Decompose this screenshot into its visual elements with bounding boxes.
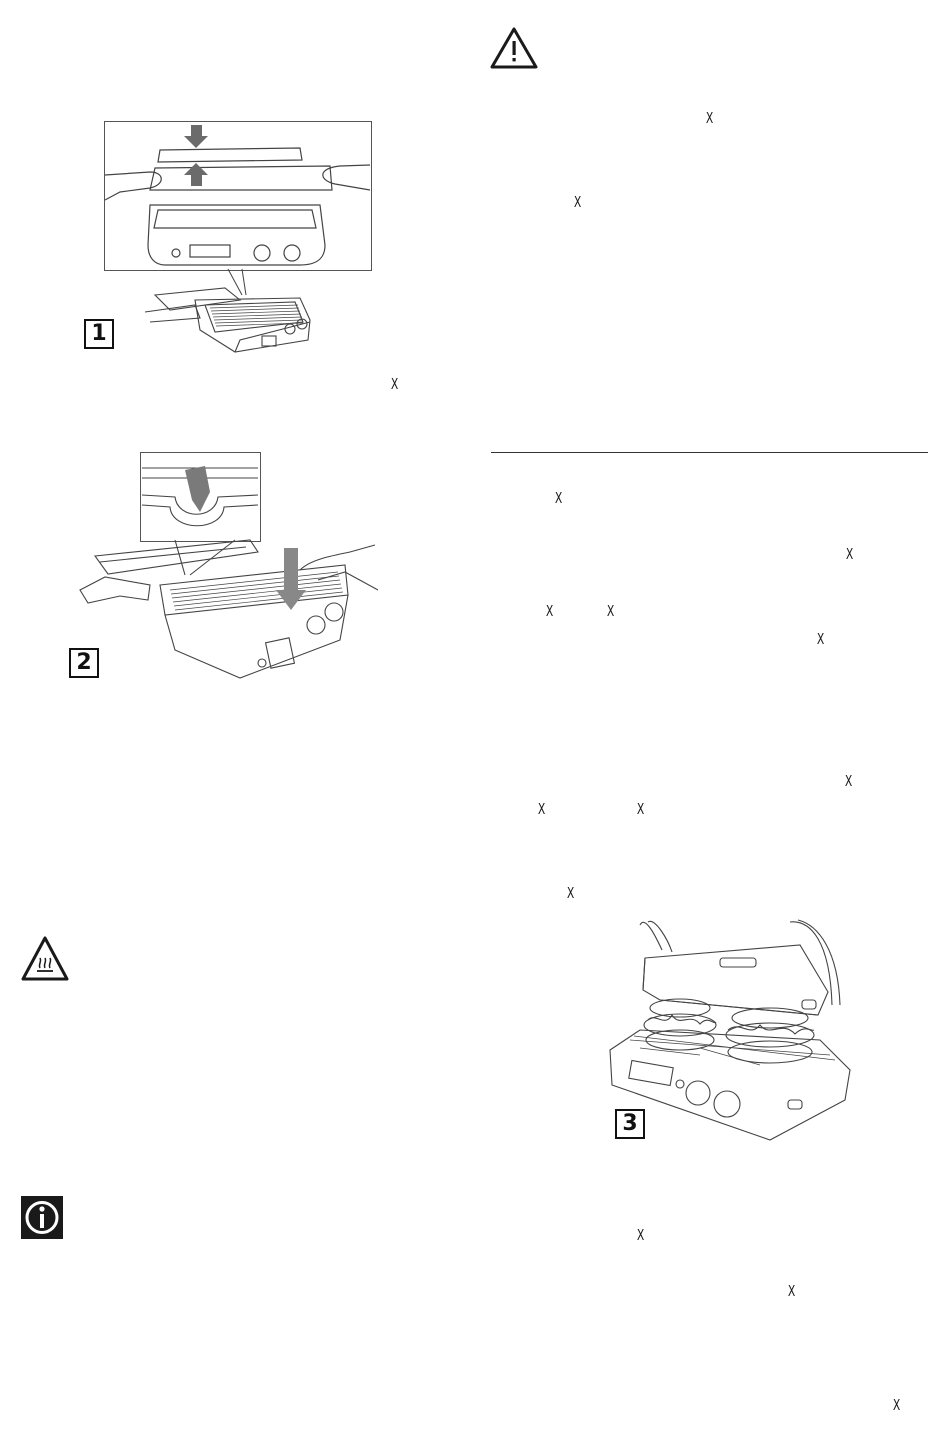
marker-x: X [845, 545, 854, 563]
marker-x: X [636, 1226, 645, 1244]
marker-x: X [554, 489, 563, 507]
figure-2-label: 2 [69, 648, 99, 678]
figure-1-label: 1 [84, 319, 114, 349]
marker-x: X [606, 602, 615, 620]
marker-x: X [573, 193, 582, 211]
marker-x: X [537, 800, 546, 818]
marker-x: X [566, 884, 575, 902]
marker-x: X [787, 1282, 796, 1300]
marker-x: X [545, 602, 554, 620]
marker-x: X [816, 630, 825, 648]
marker-x: X [636, 800, 645, 818]
figure-3-label: 3 [615, 1109, 645, 1139]
marker-x: X [892, 1396, 901, 1414]
marker-x: X [705, 109, 714, 127]
marker-x: X [844, 772, 853, 790]
marker-x: X [390, 375, 399, 393]
